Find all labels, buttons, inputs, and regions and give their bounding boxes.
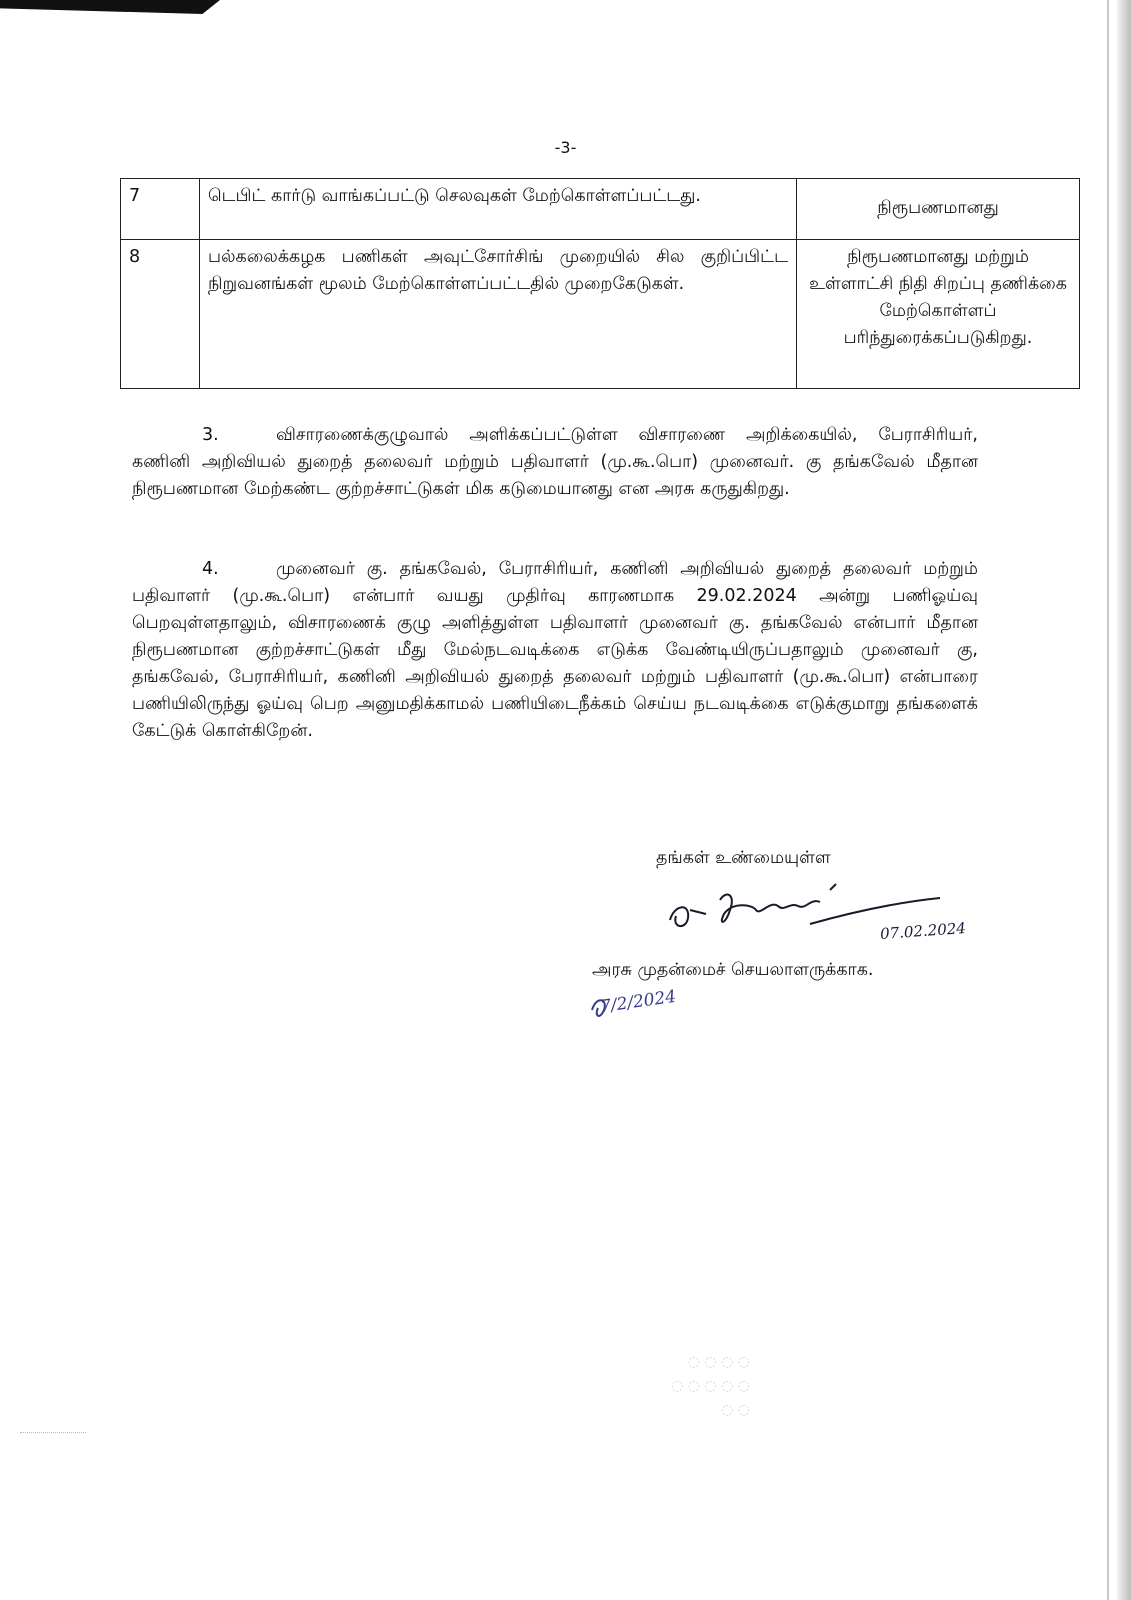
table-row xyxy=(121,179,1080,240)
scan-edge-top xyxy=(0,0,220,14)
paragraph-text: முனைவர் கு. தங்கவேல், பேராசிரியர், கணினி அறிவியல் துறைத் தலைவர் மற்றும் பதிவாளர் (மு.கூ.பொ) என்பார் வயது முதிர்வு காரணமாக 29.02.2024 அன்று பணிஓய்வு பெறவுள்ளதாலும், விசாரணைக் குழு அளித்துள்ள பதிவாளர் முனைவர் கு. தங்கவேல் என்பார் மீதான நிரூபணமான குற்றச்சாட்டுகள் மீது மேல்நடவடிக்கை எடுக்க வேண்டியிருப்பதாலும் முனைவர் கு, தங்கவேல், பேராசிரியர், கணினி அறிவியல் துறைத் தலைவர் மற்றும் பதிவாளர் (மு.கூ.பொ) என்பாரை பணியிலிருந்து ஓய்வு பெற அனுமதிக்காமல் பணியிடைநீக்கம் செய்ய நடவடிக்கை எடுக்குமாறு தங்களைக் கேட்டுக் கொள்கிறேன். xyxy=(132,559,978,741)
faded-mark xyxy=(20,1432,86,1433)
row-finding: நிரூபணமானது xyxy=(797,179,1080,240)
closing-salutation: தங்கள் உண்மையுள்ள xyxy=(656,848,831,868)
row-number: 8 xyxy=(121,240,200,389)
paragraph-number: 3. xyxy=(202,425,219,445)
signature xyxy=(660,880,1000,950)
designation: அரசு முதன்மைச் செயலாளருக்காக. xyxy=(592,960,874,980)
paragraph-text: விசாரணைக்குழுவால் அளிக்கப்பட்டுள்ள விசாரணை அறிக்கையில், பேராசிரியர், கணினி அறிவியல் துறைத் தலைவர் மற்றும் பதிவாளர் (மு.கூ.பொ) முனைவர். கு தங்கவேல் மீதான நிரூபணமான மேற்கண்ட குற்றச்சாட்டுகள் மிக கடுமையானது என அரசு கருதுகிறது. xyxy=(132,425,978,499)
row-finding: நிரூபணமானது மற்றும் உள்ளாட்சி நிதி சிறப்பு தணிக்கை மேற்கொள்ளப் பரிந்துரைக்கப்படுகிறது. xyxy=(797,240,1080,389)
row-number: 7 xyxy=(121,179,200,240)
paragraph-number: 4. xyxy=(202,559,219,579)
row-description: பல்கலைக்கழக பணிகள் அவுட்சோர்சிங் முறையில் சில குறிப்பிட்ட நிறுவனங்கள் மூலம் மேற்கொள்ளப்பட்டதில் முறைகேடுகள். xyxy=(200,240,797,389)
row-description: டெபிட் கார்டு வாங்கப்பட்டு செலவுகள் மேற்கொள்ளப்பட்டது. xyxy=(200,179,797,240)
initial-date: 7/2/2024 xyxy=(598,986,678,1018)
findings-table xyxy=(120,178,1080,389)
signature-date: 07.02.2024 xyxy=(879,919,967,943)
paragraph-3 xyxy=(132,422,978,503)
scan-edge-right xyxy=(1117,0,1131,1600)
scan-edge-line xyxy=(1107,0,1109,1600)
faded-seal-stamp: ◌ ◌ ◌ ◌ ◌ ◌ ◌ ◌ ◌ ◌ ◌ xyxy=(671,1354,750,1418)
paragraph-4 xyxy=(132,556,978,745)
page-number: -3- xyxy=(554,138,577,157)
table-row xyxy=(121,240,1080,389)
